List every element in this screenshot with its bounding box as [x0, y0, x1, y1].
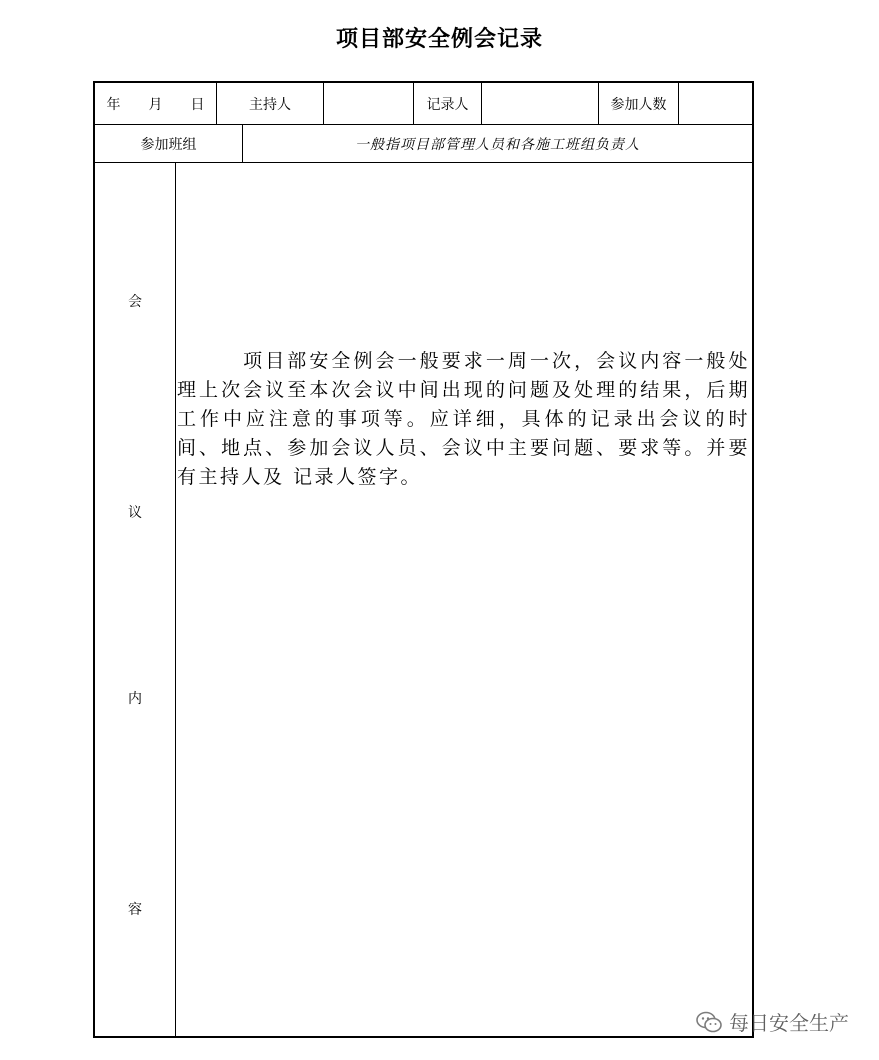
group-note: 一般指项目部管理人员和各施工班组负责人: [355, 136, 640, 153]
content-label-char: 容: [128, 902, 142, 918]
watermark-text: 每日安全生产: [729, 1011, 849, 1035]
group-label: 参加班组: [140, 136, 197, 153]
content-label-char: 议: [128, 505, 142, 521]
host-label: 主持人: [249, 96, 291, 113]
content-label-char: 会: [128, 294, 142, 310]
meeting-content-text: 项目部安全例会一般要求一周一次，会议内容一般处理上次会议至本次会议中间出现的问题及处理的结果，后期工作中应注意的事项等。应详细，具体的记录出会议的时间、地点、参加会议人员、会议中主要问题、要求等。并要有主持人及 记录人签字。: [177, 350, 750, 488]
recorder-field[interactable]: [482, 83, 598, 124]
recorder-label: 记录人: [426, 96, 469, 113]
wechat-icon: [695, 1010, 723, 1034]
content-label-char: 内: [128, 691, 142, 707]
watermark: [695, 1007, 849, 1036]
divider: [175, 163, 176, 1036]
meeting-record-table: [93, 81, 754, 1038]
date-cell: 年 月 日: [106, 96, 205, 113]
attendees-field[interactable]: [679, 83, 752, 124]
group-row: [95, 125, 752, 163]
header-row: [95, 83, 752, 125]
attendees-label: 参加人数: [610, 96, 667, 113]
host-field[interactable]: [324, 83, 413, 124]
content-row: [95, 163, 752, 1036]
page-title: 项目部安全例会记录: [335, 26, 543, 52]
